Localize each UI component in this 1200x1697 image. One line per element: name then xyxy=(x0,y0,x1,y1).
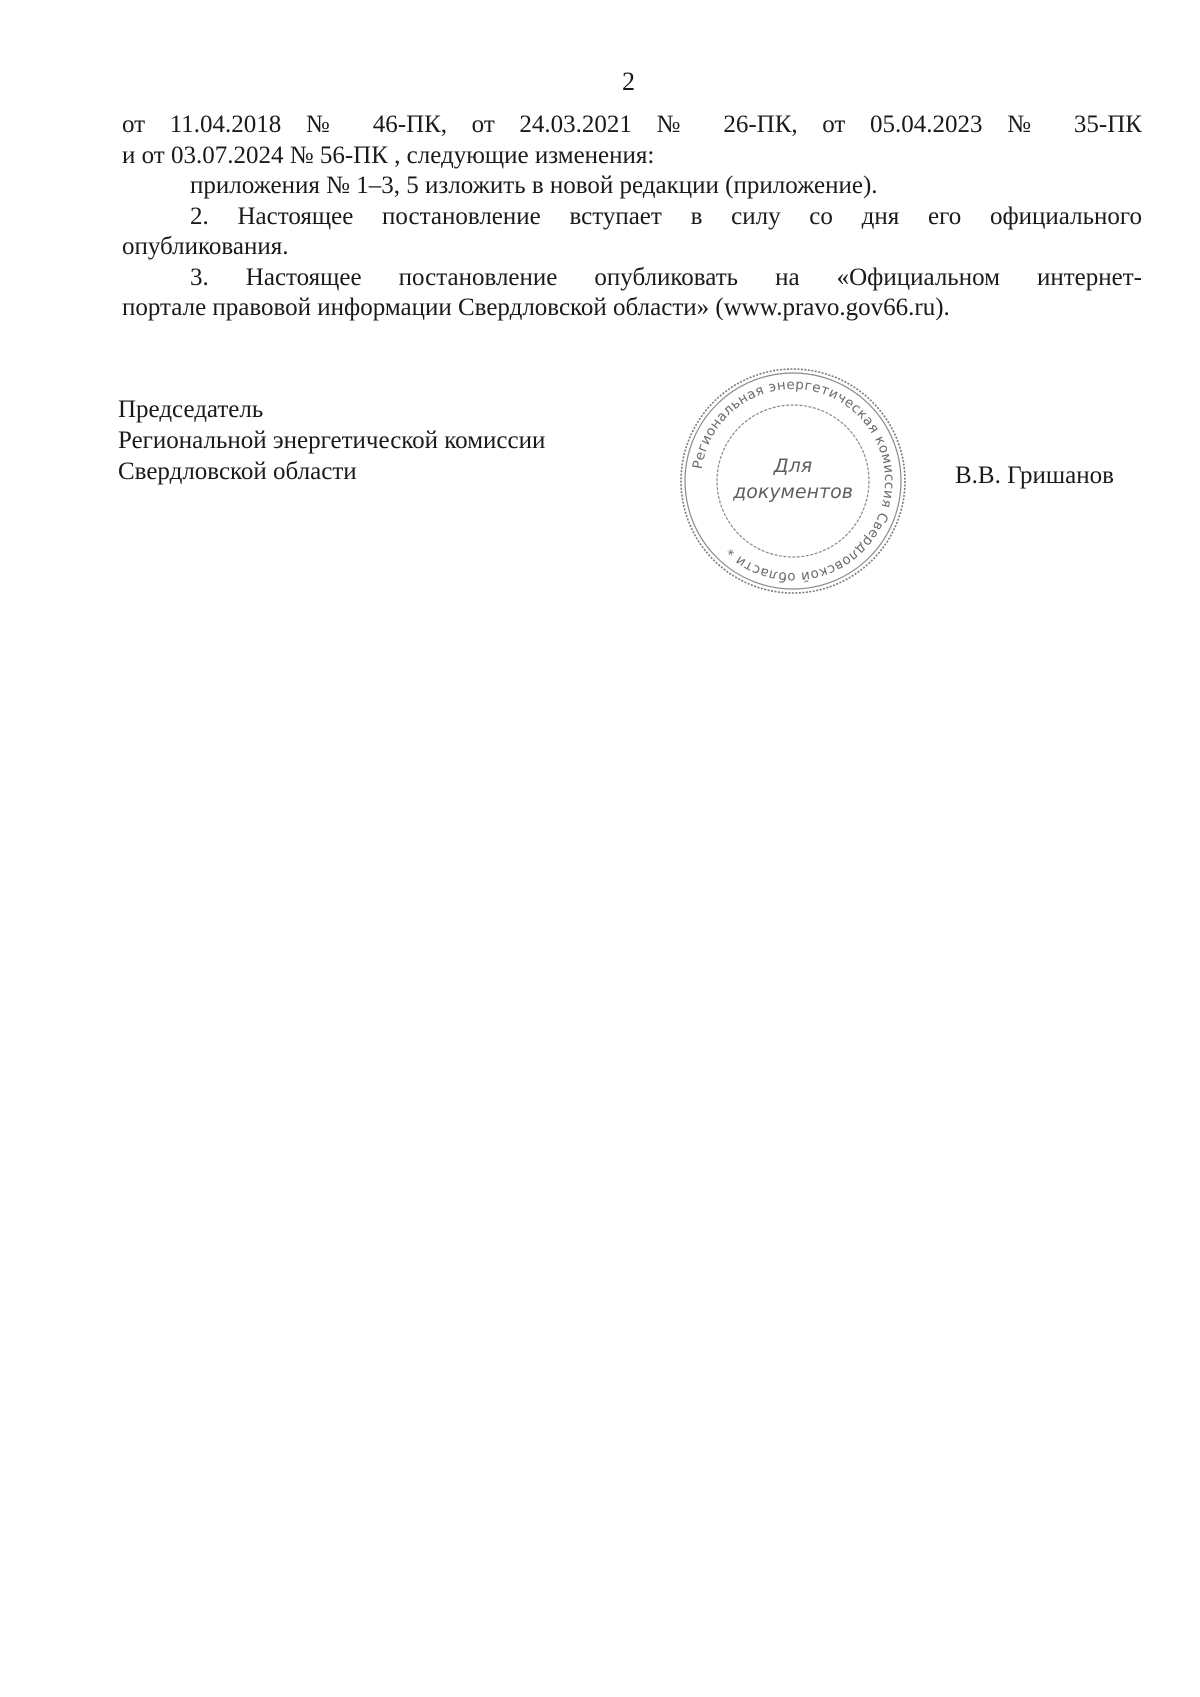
signatory-name: В.В. Гришанов xyxy=(955,462,1114,489)
stamp-ring-text: Региональная энергетическая комиссия Свердловской области ⁎ xyxy=(689,376,898,586)
signatory-title xyxy=(118,394,545,487)
signatory-title-line: Председатель xyxy=(118,396,264,423)
paragraph-item-2: 2. Настоящее постановление вступает в силу со дня его официального xyxy=(190,202,1142,230)
stamp-seal-icon xyxy=(676,364,910,598)
paragraph-line: от 11.04.2018 № 46-ПК, от 24.03.2021 № 26-ПК, от 05.04.2023 № 35-ПК xyxy=(122,111,1142,138)
paragraph-line: приложения № 1–3, 5 изложить в новой редакции (приложение). xyxy=(190,172,878,199)
signatory-title-line: Свердловской области xyxy=(118,458,357,485)
stamp-center-line: Для xyxy=(773,455,813,477)
page-number: 2 xyxy=(622,67,635,96)
official-stamp xyxy=(676,364,910,598)
stamp-center-line: документов xyxy=(733,481,853,503)
signatory-title-line: Региональной энергетической комиссии xyxy=(118,427,546,454)
paragraph-item-3: 3. Настоящее постановление опубликовать на «Официальном интернет- xyxy=(190,263,1142,291)
paragraph-line: опубликования. xyxy=(122,233,289,260)
paragraph-line: портале правовой информации Свердловской области» (www.pravo.gov66.ru). xyxy=(122,294,950,321)
paragraph-line: и от 03.07.2024 № 56-ПК , следующие изменения: xyxy=(122,141,655,169)
document-body xyxy=(122,110,1142,324)
